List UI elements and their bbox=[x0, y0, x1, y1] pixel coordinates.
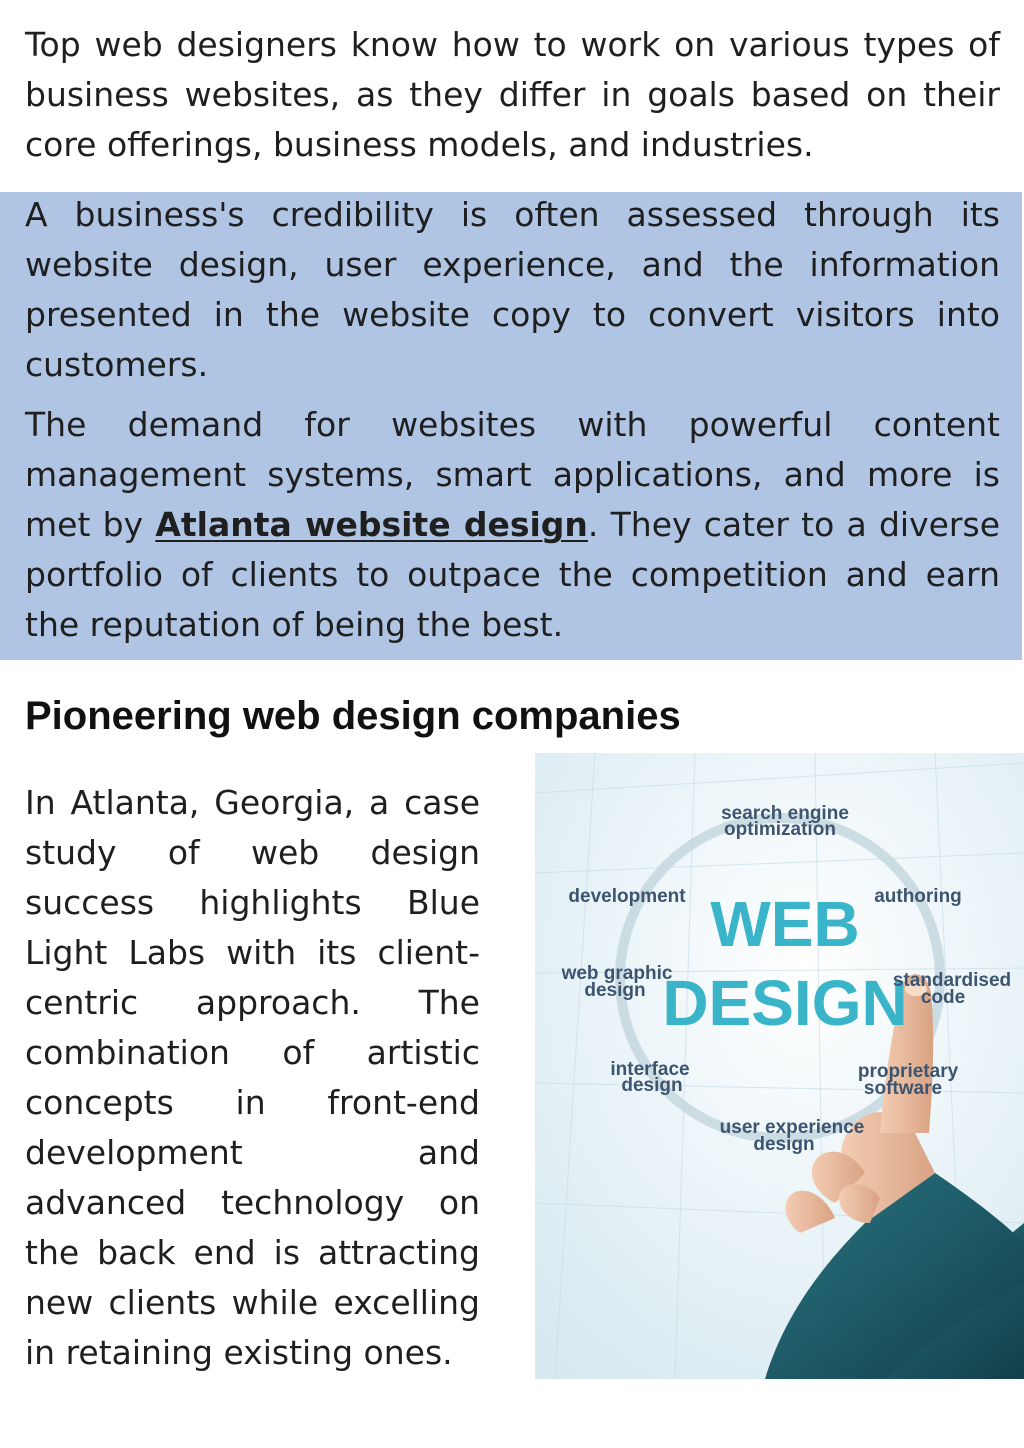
section-heading: Pioneering web design companies bbox=[25, 694, 681, 738]
demand-paragraph bbox=[25, 400, 1000, 650]
intro-paragraph: Top web designers know how to work on various types of business websites, as they differ in goals based on their core offerings, business models, and industries. bbox=[25, 25, 1000, 164]
ux-label-line2: design bbox=[753, 1134, 815, 1155]
seo-label-line2: optimization bbox=[724, 819, 836, 840]
case-study-paragraph: In Atlanta, Georgia, a case study of web design success highlights Blue Light Labs with its client-centric approach. The combination of artistic concepts in front-end development and advanced technology on the back end is attracting new clients while excelling in retaining existing ones. bbox=[25, 783, 480, 1372]
proprietary-label-line2: software bbox=[863, 1078, 943, 1099]
standardised-label-line2: code bbox=[920, 987, 966, 1008]
web-design-illustration bbox=[535, 753, 1024, 1379]
atlanta-website-design-link[interactable]: Atlanta website design bbox=[155, 505, 588, 544]
web-label: WEB bbox=[710, 888, 860, 960]
authoring-label: authoring bbox=[874, 886, 962, 907]
ux-label-line1: user experience bbox=[719, 1117, 865, 1138]
interface-label-line1: interface bbox=[610, 1059, 690, 1080]
development-label: development bbox=[568, 886, 686, 907]
interface-label-line2: design bbox=[621, 1075, 683, 1096]
credibility-paragraph: A business's credibility is often assessed through its website design, user experience, and the information presented in the website copy to convert visitors into customers. bbox=[25, 195, 1000, 384]
web-graphic-label-line1: web graphic bbox=[561, 963, 673, 984]
standardised-label-line1: standardised bbox=[892, 970, 1012, 991]
demand-text-after: . They cater to a diverse portfolio of clients to outpace the competition and earn the reputation of being the best. bbox=[25, 505, 1000, 644]
demand-text-before: The demand for websites with powerful content management systems, smart applications, and more is met by bbox=[25, 405, 1000, 544]
web-graphic-label-line2: design bbox=[584, 980, 646, 1001]
design-label: DESIGN bbox=[662, 967, 908, 1039]
seo-label-line1: search engine bbox=[721, 803, 849, 824]
proprietary-label-line1: proprietary bbox=[857, 1061, 959, 1082]
